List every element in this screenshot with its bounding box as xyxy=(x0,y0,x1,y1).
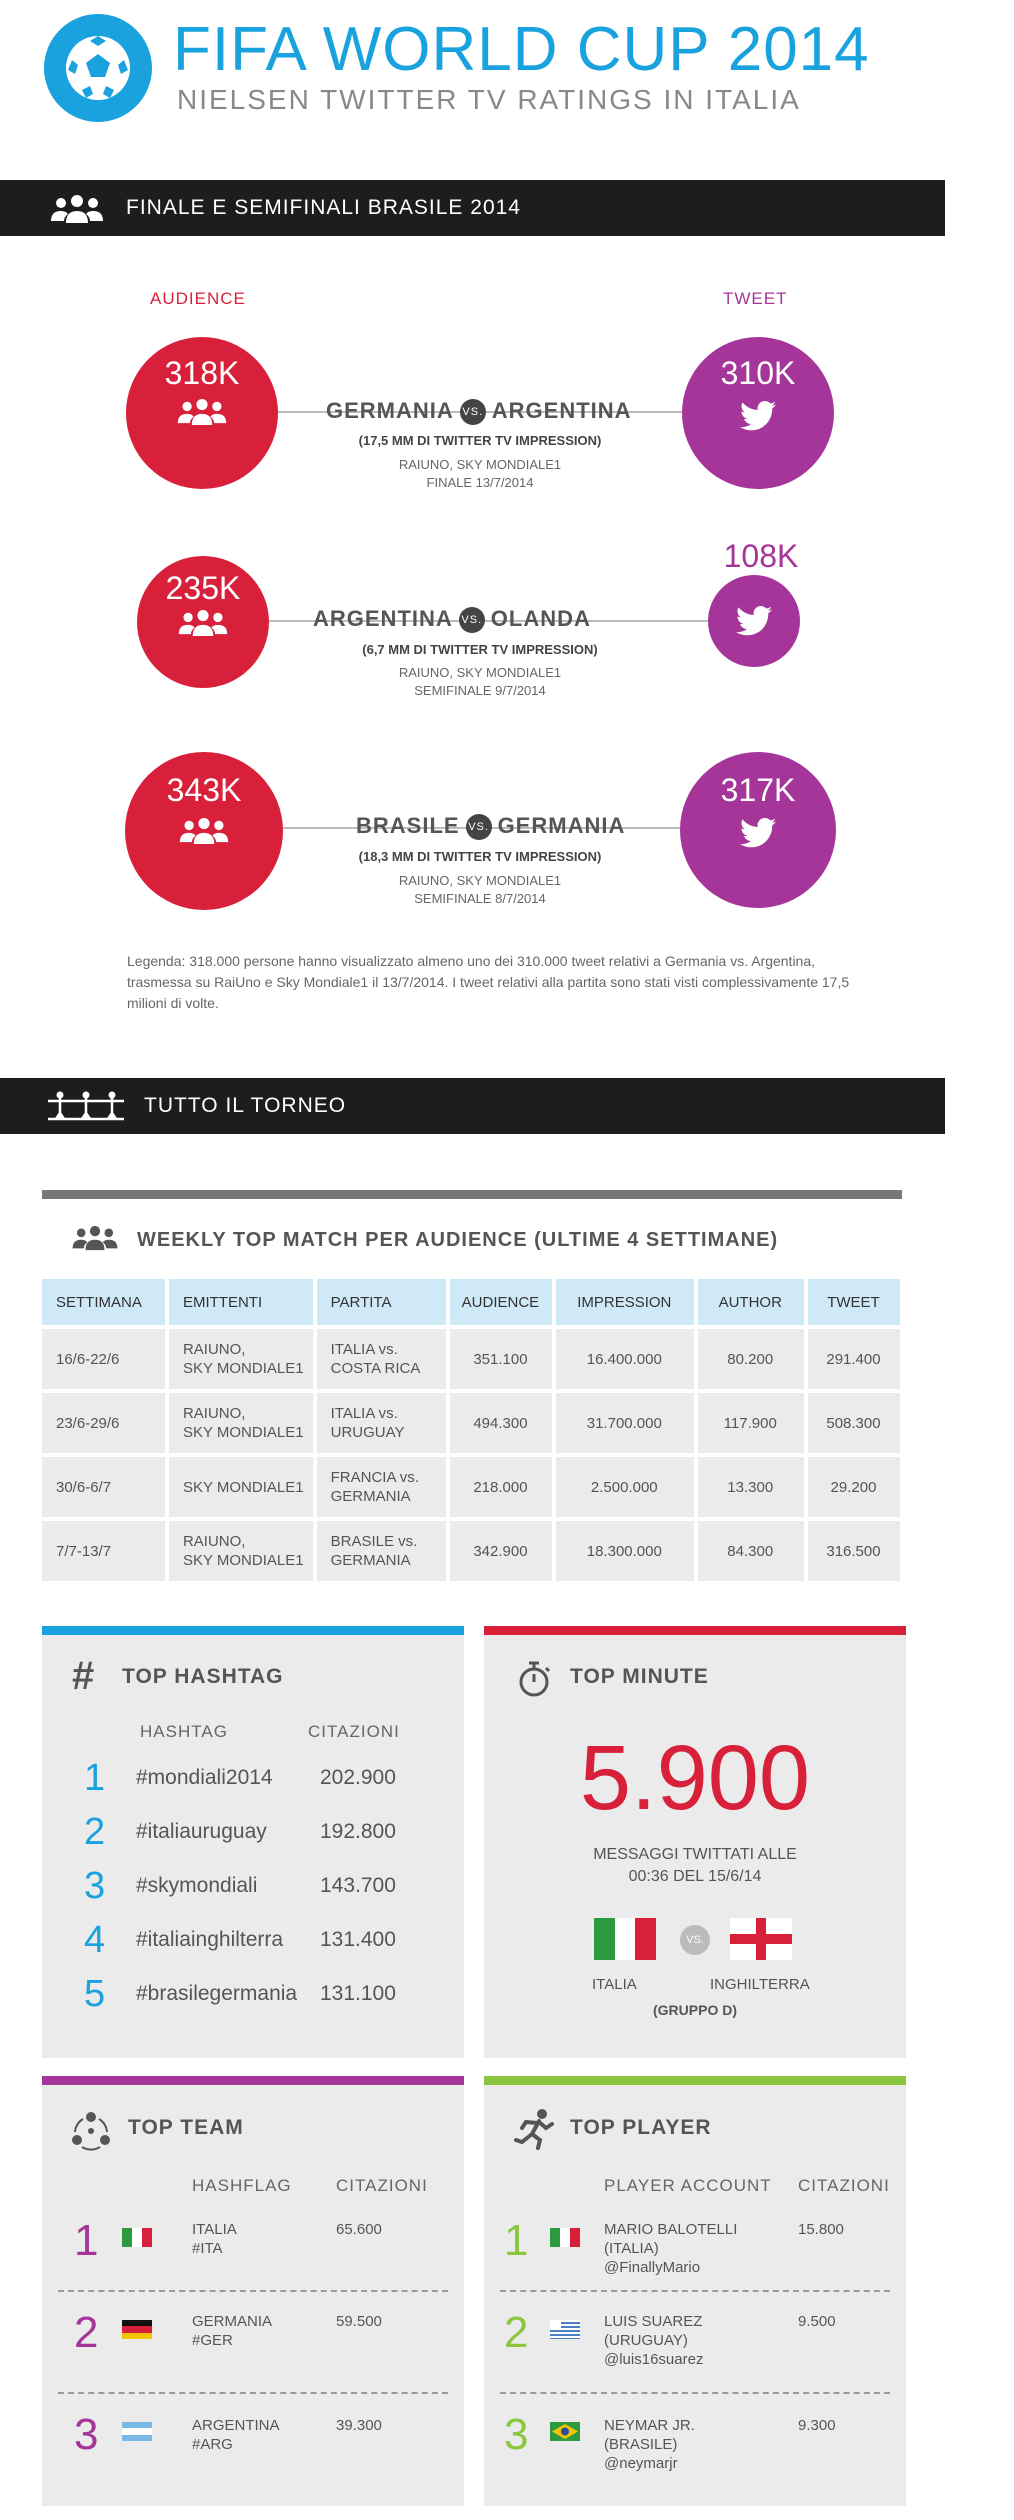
column-header: HASHFLAG xyxy=(192,2176,292,2195)
table-cell xyxy=(169,1457,313,1517)
hashtag-text: #mondiali2014 xyxy=(136,1766,273,1789)
table-cell: 494.300 xyxy=(450,1393,552,1453)
player-handle: @neymarjr xyxy=(604,2455,678,2472)
rank-number: 1 xyxy=(84,1757,106,1799)
match-title xyxy=(326,398,632,425)
rank-number: 2 xyxy=(74,2308,99,2357)
match: GERMANIA xyxy=(330,1488,411,1505)
column-header: AUDIENCE xyxy=(450,1279,552,1325)
panel-accent xyxy=(42,2076,464,2085)
vs-badge: VS. xyxy=(466,814,492,840)
audience-value: 343K xyxy=(166,772,242,808)
table-cell: 30/6-6/7 xyxy=(42,1457,165,1517)
team-hashflag: #ARG xyxy=(192,2436,233,2453)
channel-info xyxy=(330,664,630,700)
italy-flag-icon xyxy=(550,2228,580,2247)
top-player-panel xyxy=(484,2076,906,2506)
people-icon xyxy=(48,193,106,230)
panel-accent xyxy=(484,1626,906,1635)
panel-accent xyxy=(484,2076,906,2085)
channel: SKY MONDIALE1 xyxy=(182,1424,304,1441)
column-header: EMITTENTI xyxy=(169,1279,313,1325)
player-count: 9.500 xyxy=(798,2313,836,2330)
player-entry xyxy=(604,2220,737,2277)
row-divider xyxy=(500,2290,890,2292)
team-name: ARGENTINA xyxy=(192,2417,280,2434)
vs-badge: VS. xyxy=(460,399,486,425)
table-cell xyxy=(169,1393,313,1453)
table-row xyxy=(42,1329,900,1389)
table-cell: 508.300 xyxy=(808,1393,900,1453)
hashtag-text: #brasilegermania xyxy=(136,1982,298,2005)
rank-number: 5 xyxy=(84,1973,106,2015)
channels: RAIUNO, SKY MONDIALE1 xyxy=(398,457,562,472)
audience-circle xyxy=(137,556,269,688)
match: COSTA RICA xyxy=(330,1360,421,1377)
channel: RAIUNO, xyxy=(182,1405,246,1422)
player-entry xyxy=(604,2416,695,2473)
match: FRANCIA vs. xyxy=(330,1469,419,1486)
germany-flag-icon xyxy=(122,2320,152,2339)
table-cell: 218.000 xyxy=(450,1457,552,1517)
twitter-bird-icon xyxy=(740,401,776,436)
table-cell: 84.300 xyxy=(698,1521,804,1581)
rank-number: 1 xyxy=(74,2216,99,2265)
top-minute-value: 5.900 xyxy=(579,1727,811,1829)
team-name: BRASILE xyxy=(356,813,460,838)
match: GERMANIA xyxy=(330,1552,411,1569)
player-name: NEYMAR JR. xyxy=(604,2417,695,2434)
table-cell: 2.500.000 xyxy=(556,1457,693,1517)
twitter-bird-icon xyxy=(736,606,772,641)
impressions-text: (6,7 MM DI TWITTER TV IMPRESSION) xyxy=(362,642,598,657)
foosball-icon xyxy=(46,1089,126,1130)
weekly-title: WEEKLY TOP MATCH PER AUDIENCE (ULTIME 4 SETTIMANE) xyxy=(137,1229,779,1251)
tweet-circle xyxy=(708,575,800,667)
team-hashflag: #ITA xyxy=(192,2240,223,2257)
impressions-text: (18,3 MM DI TWITTER TV IMPRESSION) xyxy=(358,849,602,864)
hashtag-text: #italiainghilterra xyxy=(136,1928,284,1951)
hashtag-count: 131.100 xyxy=(320,1982,396,2005)
hashtag-count: 131.400 xyxy=(320,1928,396,1951)
team-name: ARGENTINA xyxy=(313,606,453,631)
tweet-value: 108K xyxy=(723,538,799,574)
table-row xyxy=(42,1393,900,1453)
hash-icon: # xyxy=(72,1654,95,1698)
player-entry xyxy=(604,2312,703,2369)
tweet-header: TWEET xyxy=(723,289,788,308)
legend-text: Legenda: 318.000 persone hanno visualizzato almeno uno dei 310.000 tweet relativi a Germania vs. Argentina, trasmessa su RaiUno e Sky Mondiale1 il 13/7/2014. I tweet relativi alla partita sono stati visti complessivamente 17,5 milioni di volte. xyxy=(127,953,850,1011)
vs-badge: VS. xyxy=(680,1925,710,1955)
match-date: FINALE 13/7/2014 xyxy=(426,475,534,490)
table-cell xyxy=(317,1457,446,1517)
tweet-circle xyxy=(680,752,836,908)
column-header: AUTHOR xyxy=(698,1279,804,1325)
italy-flag-icon xyxy=(122,2228,152,2247)
table-cell: 23/6-29/6 xyxy=(42,1393,165,1453)
hashtag-count: 143.700 xyxy=(320,1874,396,1897)
channels: RAIUNO, SKY MONDIALE1 xyxy=(398,665,562,680)
top-minute-panel xyxy=(484,1626,906,2058)
channels: RAIUNO, SKY MONDIALE1 xyxy=(398,873,562,888)
table-cell xyxy=(169,1521,313,1581)
section-bar-finals xyxy=(0,180,945,236)
row-divider xyxy=(58,2290,448,2292)
table-cell: 80.200 xyxy=(698,1329,804,1389)
table-cell: 351.100 xyxy=(450,1329,552,1389)
column-header: SETTIMANA xyxy=(42,1279,165,1325)
top-team-panel xyxy=(42,2076,464,2506)
team-name: GERMANIA xyxy=(192,2313,273,2330)
brazil-flag-icon xyxy=(550,2422,580,2441)
table-cell xyxy=(317,1521,446,1581)
section-title-tournament: TUTTO IL TORNEO xyxy=(144,1094,347,1117)
channel-info xyxy=(330,872,630,908)
column-header: CITAZIONI xyxy=(336,2176,428,2195)
uruguay-flag-icon xyxy=(550,2320,580,2339)
player-country: (URUGUAY) xyxy=(604,2332,688,2349)
column-header: CITAZIONI xyxy=(308,1722,400,1741)
column-header: TWEET xyxy=(808,1279,900,1325)
player-count: 15.800 xyxy=(798,2221,844,2238)
match: ITALIA vs. xyxy=(330,1405,398,1422)
table-cell: 342.900 xyxy=(450,1521,552,1581)
player-name: MARIO BALOTELLI xyxy=(604,2221,738,2238)
table-cell xyxy=(169,1329,313,1389)
player-handle: @luis16suarez xyxy=(604,2351,704,2368)
table-cell xyxy=(317,1329,446,1389)
soccer-ball-icon xyxy=(44,14,152,122)
impressions-text: (17,5 MM DI TWITTER TV IMPRESSION) xyxy=(358,433,602,448)
table-cell: 18.300.000 xyxy=(556,1521,693,1581)
team-hashflag: #GER xyxy=(192,2332,233,2349)
group-label: (GRUPPO D) xyxy=(653,2002,737,2018)
weekly-divider xyxy=(42,1190,902,1199)
top-minute-caption xyxy=(484,1844,906,1888)
team-entry xyxy=(192,2220,237,2258)
table-cell: 316.500 xyxy=(808,1521,900,1581)
player-count: 9.300 xyxy=(798,2417,836,2434)
table-cell: 16.400.000 xyxy=(556,1329,693,1389)
table-cell: 16/6-22/6 xyxy=(42,1329,165,1389)
caption-line: 00:36 DEL 15/6/14 xyxy=(628,1868,762,1885)
player-handle: @FinallyMario xyxy=(604,2259,701,2276)
channel: RAIUNO, xyxy=(182,1533,246,1550)
rank-number: 1 xyxy=(504,2216,529,2265)
match-title xyxy=(313,606,591,633)
team-count: 65.600 xyxy=(336,2221,382,2238)
team-name: GERMANIA xyxy=(326,398,454,423)
channel: SKY MONDIALE1 xyxy=(182,1360,304,1377)
team-name: INGHILTERRA xyxy=(710,1976,810,1993)
audience-header: AUDIENCE xyxy=(150,289,246,308)
rank-number: 4 xyxy=(84,1919,106,1961)
rank-number: 3 xyxy=(84,1865,106,1907)
table-cell: 7/7-13/7 xyxy=(42,1521,165,1581)
column-header: CITAZIONI xyxy=(798,2176,890,2195)
vs-badge: VS. xyxy=(459,607,485,633)
panel-title: TOP TEAM xyxy=(128,2116,244,2139)
table-cell: 291.400 xyxy=(808,1329,900,1389)
table-cell xyxy=(317,1393,446,1453)
caption-line: MESSAGGI TWITTATI ALLE xyxy=(593,1846,797,1863)
top-hashtag-panel xyxy=(42,1626,464,2058)
panel-title: TOP PLAYER xyxy=(570,2116,712,2139)
team-count: 39.300 xyxy=(336,2417,382,2434)
section-bar-tournament xyxy=(0,1078,945,1134)
audience-value: 235K xyxy=(165,570,241,606)
england-flag-icon xyxy=(730,1918,792,1960)
audience-value: 318K xyxy=(164,355,240,391)
channel: SKY MONDIALE1 xyxy=(182,1478,304,1496)
stopwatch-icon xyxy=(516,1660,552,1703)
hashtag-count: 202.900 xyxy=(320,1766,396,1789)
column-header: PARTITA xyxy=(317,1279,446,1325)
match: BRASILE vs. xyxy=(330,1533,418,1550)
tweet-value: 310K xyxy=(720,355,796,391)
weekly-table xyxy=(38,1275,904,1585)
team-network-icon xyxy=(70,2110,112,2157)
table-row xyxy=(42,1521,900,1581)
audience-circle xyxy=(126,337,278,489)
running-player-icon xyxy=(512,2108,556,2155)
table-header-row xyxy=(42,1279,900,1325)
hashtag-text: #skymondiali xyxy=(136,1874,258,1897)
page-title: FIFA WORLD CUP 2014 xyxy=(173,15,870,84)
team-name: ITALIA xyxy=(592,1976,637,1993)
rank-number: 2 xyxy=(504,2308,529,2357)
panel-accent xyxy=(42,1626,464,1635)
match-title xyxy=(356,813,625,840)
match: URUGUAY xyxy=(330,1424,405,1441)
rank-number: 2 xyxy=(84,1811,106,1853)
table-cell: 29.200 xyxy=(808,1457,900,1517)
tweet-circle xyxy=(682,337,834,489)
player-name: LUIS SUAREZ xyxy=(604,2313,703,2330)
team-name: ARGENTINA xyxy=(491,398,632,423)
panel-title: TOP MINUTE xyxy=(570,1665,709,1688)
people-icon xyxy=(177,816,231,851)
row-divider xyxy=(58,2392,448,2394)
italy-flag-icon xyxy=(594,1918,656,1960)
player-country: (BRASILE) xyxy=(604,2436,678,2453)
people-icon xyxy=(176,608,230,643)
team-entry xyxy=(192,2416,280,2454)
audience-circle xyxy=(125,752,283,910)
hashtag-text: #italiauruguay xyxy=(136,1820,267,1843)
panel-title: TOP HASHTAG xyxy=(122,1665,284,1688)
section-title-finals: FINALE E SEMIFINALI BRASILE 2014 xyxy=(126,196,521,219)
table-cell: 13.300 xyxy=(698,1457,804,1517)
channel: RAIUNO, xyxy=(182,1341,246,1358)
team-entry xyxy=(192,2312,272,2350)
argentina-flag-icon xyxy=(122,2422,152,2441)
team-name: ITALIA xyxy=(192,2221,237,2238)
column-header: IMPRESSION xyxy=(556,1279,693,1325)
rank-number: 3 xyxy=(74,2410,99,2459)
column-header: HASHTAG xyxy=(140,1722,228,1741)
table-row xyxy=(42,1457,900,1517)
match: ITALIA vs. xyxy=(330,1341,398,1358)
team-name: OLANDA xyxy=(490,606,591,631)
people-icon xyxy=(175,397,229,432)
team-name: GERMANIA xyxy=(497,813,626,838)
team-count: 59.500 xyxy=(336,2313,382,2330)
row-divider xyxy=(500,2392,890,2394)
player-country: (ITALIA) xyxy=(604,2240,659,2257)
table-cell: 117.900 xyxy=(698,1393,804,1453)
table-cell: 31.700.000 xyxy=(556,1393,693,1453)
channel-info xyxy=(330,456,630,492)
column-header: PLAYER ACCOUNT xyxy=(604,2176,772,2195)
channel: SKY MONDIALE1 xyxy=(182,1552,304,1569)
match-date: SEMIFINALE 8/7/2014 xyxy=(414,891,546,906)
twitter-bird-icon xyxy=(740,818,776,853)
tweet-value: 317K xyxy=(720,772,796,808)
people-icon xyxy=(70,1224,120,1257)
page-subtitle: NIELSEN TWITTER TV RATINGS IN ITALIA xyxy=(177,84,801,115)
match-date: SEMIFINALE 9/7/2014 xyxy=(414,683,546,698)
hashtag-count: 192.800 xyxy=(320,1820,396,1843)
rank-number: 3 xyxy=(504,2410,529,2459)
